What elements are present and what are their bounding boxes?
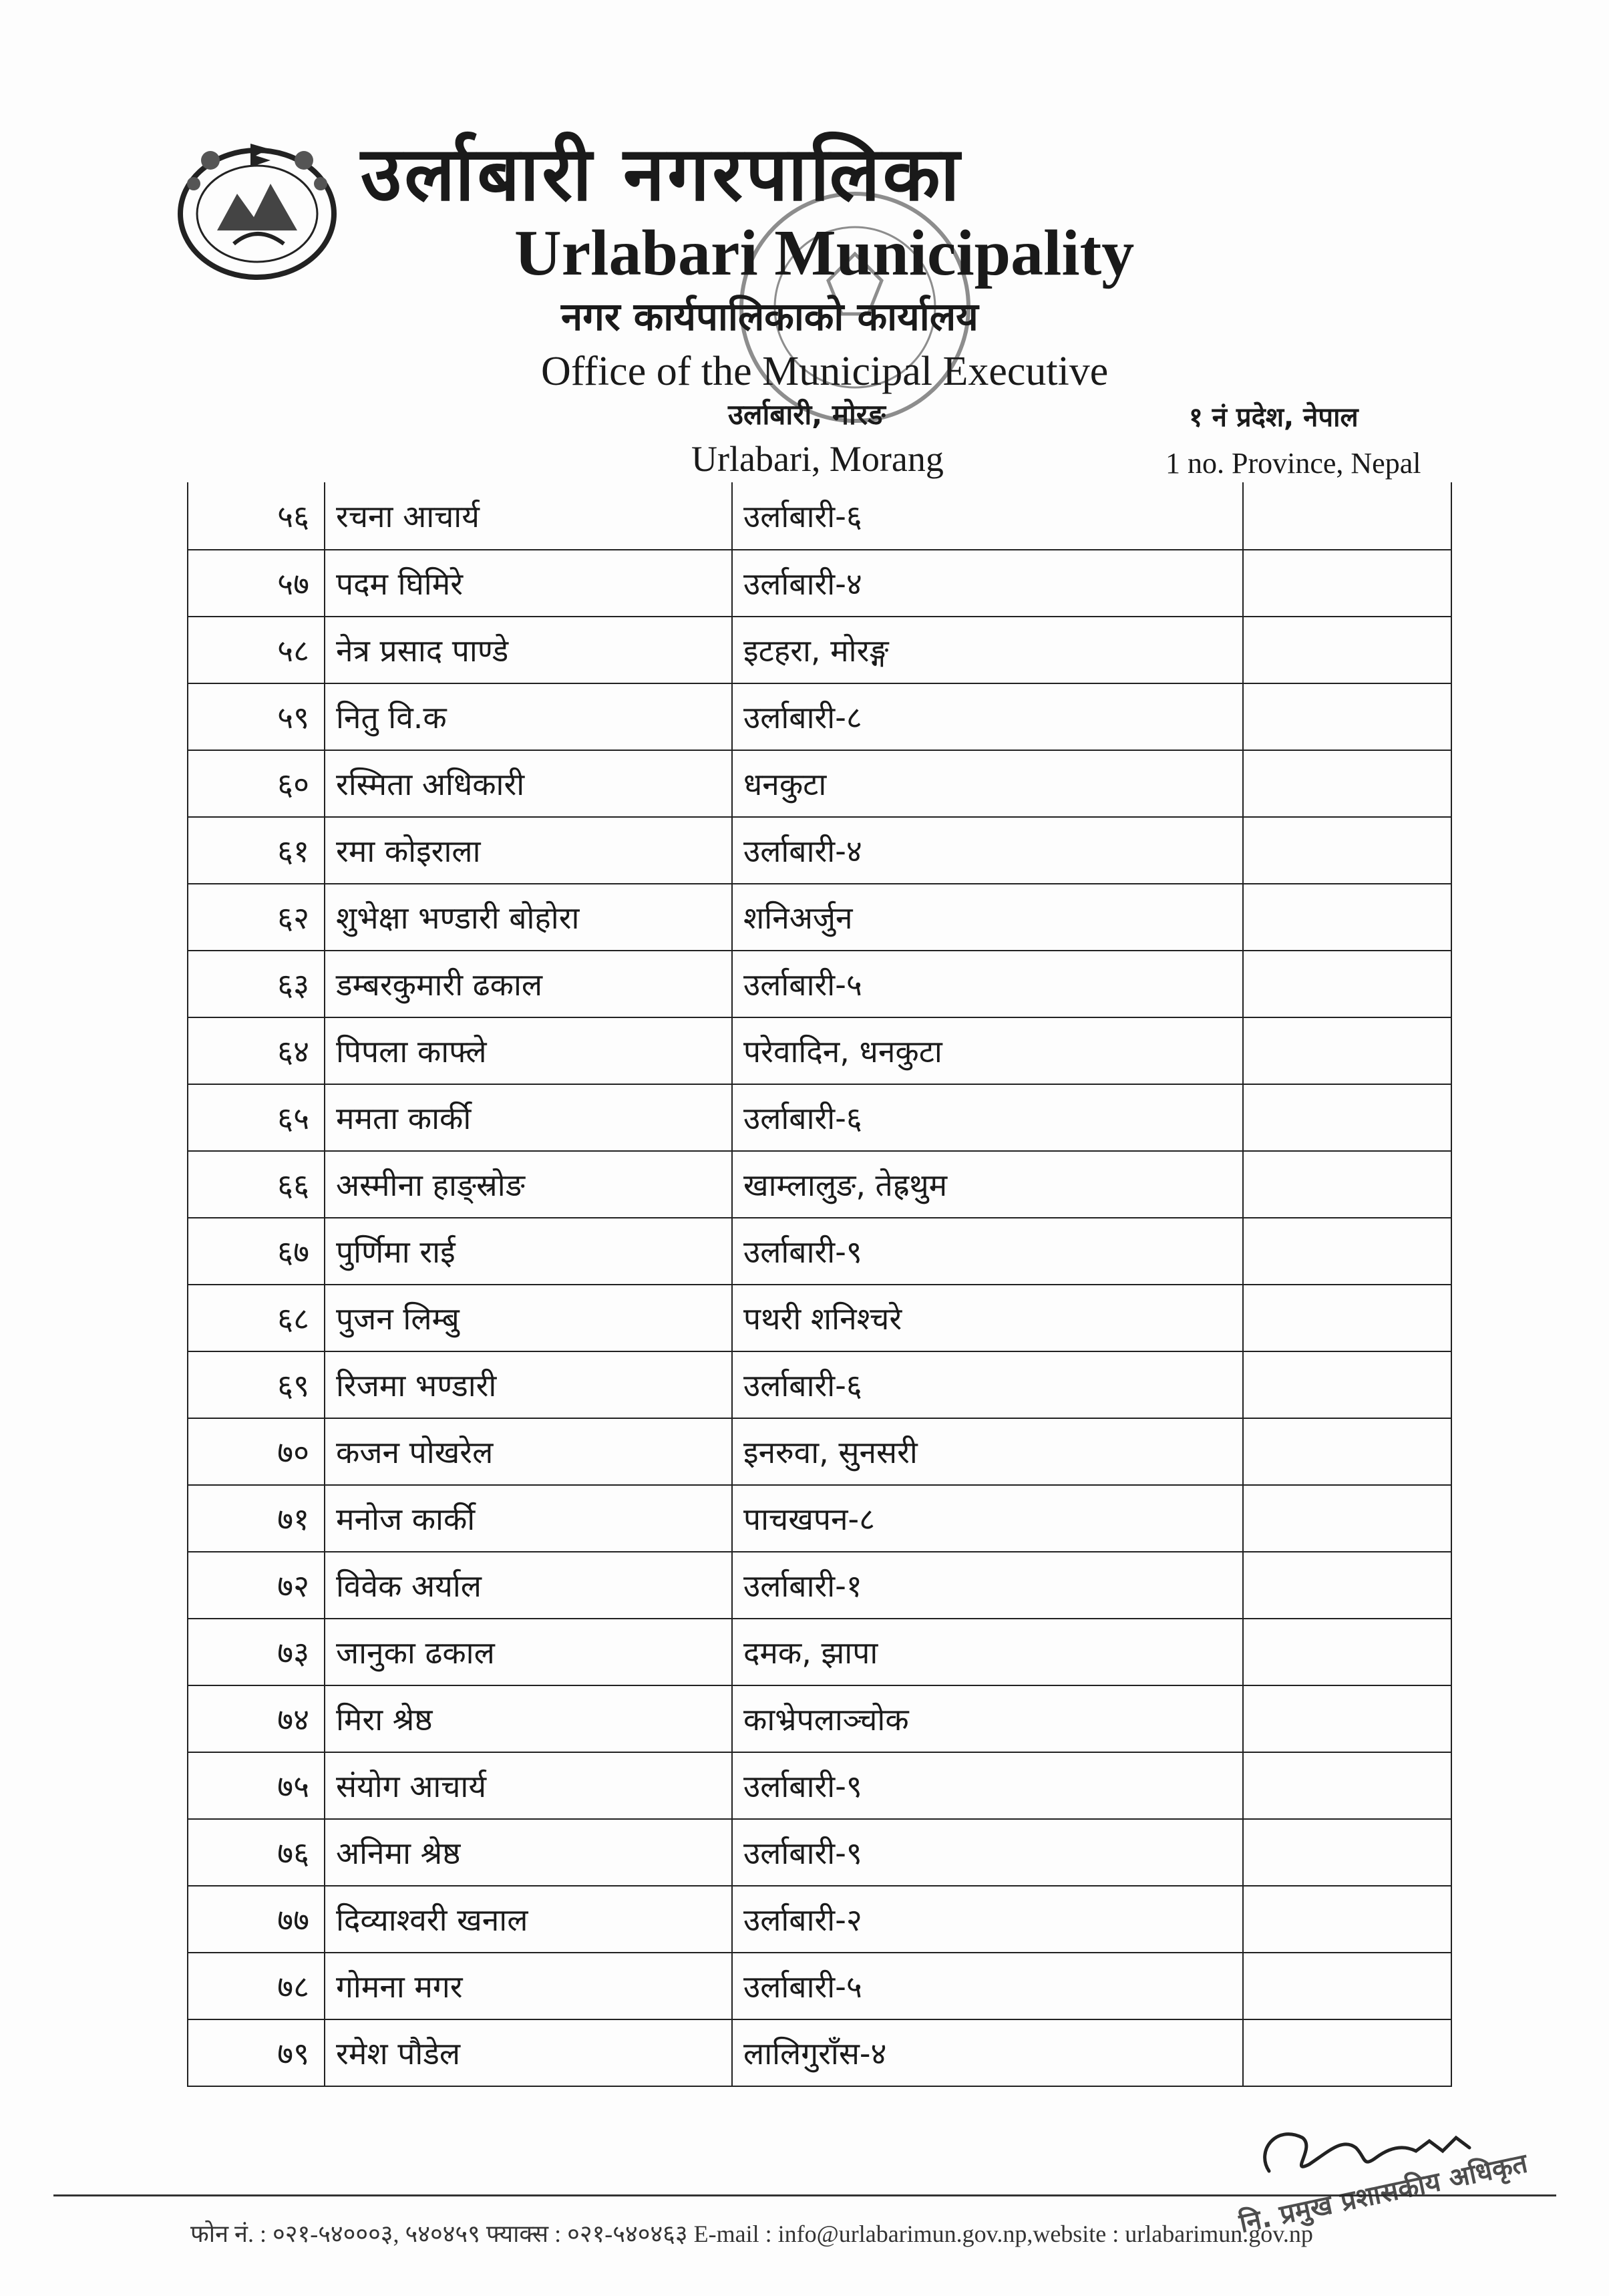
blank-cell bbox=[1243, 1752, 1451, 1819]
blank-cell bbox=[1243, 550, 1451, 617]
blank-cell bbox=[1243, 817, 1451, 884]
blank-cell bbox=[1243, 1685, 1451, 1752]
serial-number-cell: ५६ bbox=[188, 482, 325, 550]
address-cell: धनकुटा bbox=[732, 750, 1243, 817]
name-cell: ममता कार्की bbox=[325, 1084, 732, 1151]
name-cell: रस्मिता अधिकारी bbox=[325, 750, 732, 817]
serial-number-cell: ६५ bbox=[188, 1084, 325, 1151]
blank-cell bbox=[1243, 1017, 1451, 1084]
address-cell: उर्लाबारी-८ bbox=[732, 683, 1243, 750]
address-cell: लालिगुराँस-४ bbox=[732, 2019, 1243, 2086]
name-cell: पिपला काफ्ले bbox=[325, 1017, 732, 1084]
table-row bbox=[188, 1418, 1451, 1485]
table-row bbox=[188, 1685, 1451, 1752]
name-cell: पुर्णिमा राई bbox=[325, 1218, 732, 1285]
serial-number-cell: ७८ bbox=[188, 1953, 325, 2019]
roster-table-body bbox=[188, 482, 1451, 2086]
blank-cell bbox=[1243, 482, 1451, 550]
province-english: 1 no. Province, Nepal bbox=[1166, 447, 1421, 480]
name-cell: पुजन लिम्बु bbox=[325, 1285, 732, 1351]
address-cell: उर्लाबारी-१ bbox=[732, 1552, 1243, 1619]
address-cell: पथरी शनिश्चरे bbox=[732, 1285, 1243, 1351]
name-cell: डम्बरकुमारी ढकाल bbox=[325, 951, 732, 1017]
table-row bbox=[188, 1819, 1451, 1886]
name-cell: अनिमा श्रेष्ठ bbox=[325, 1819, 732, 1886]
blank-cell bbox=[1243, 1819, 1451, 1886]
address-cell: इटहरा, मोरङ्ग bbox=[732, 617, 1243, 683]
serial-number-cell: ७७ bbox=[188, 1886, 325, 1953]
table-row bbox=[188, 1351, 1451, 1418]
address-cell: उर्लाबारी-५ bbox=[732, 1953, 1243, 2019]
serial-number-cell: ६४ bbox=[188, 1017, 325, 1084]
serial-number-cell: ६३ bbox=[188, 951, 325, 1017]
address-cell: दमक, झापा bbox=[732, 1619, 1243, 1685]
blank-cell bbox=[1243, 1552, 1451, 1619]
officer-seal: नि. प्रमुख प्रशासकीय अधिकृत bbox=[1236, 2148, 1531, 2239]
name-cell: नितु वि.क bbox=[325, 683, 732, 750]
office-title-english: Office of the Municipal Executive bbox=[541, 349, 1109, 394]
serial-number-cell: ५८ bbox=[188, 617, 325, 683]
table-row bbox=[188, 1485, 1451, 1552]
address-cell: पाचखपन-८ bbox=[732, 1485, 1243, 1552]
serial-number-cell: ६९ bbox=[188, 1351, 325, 1418]
address-cell: उर्लाबारी-९ bbox=[732, 1819, 1243, 1886]
name-cell: जानुका ढकाल bbox=[325, 1619, 732, 1685]
table-row bbox=[188, 1285, 1451, 1351]
office-title-nepali: नगर कार्यपालिकाको कार्यालय bbox=[561, 294, 978, 339]
address-cell: उर्लाबारी-९ bbox=[732, 1218, 1243, 1285]
address-cell: इनरुवा, सुनसरी bbox=[732, 1418, 1243, 1485]
table-row bbox=[188, 2019, 1451, 2086]
name-cell: रिजमा भण्डारी bbox=[325, 1351, 732, 1418]
table-row bbox=[188, 1953, 1451, 2019]
province-nepali: १ नं प्रदेश, नेपाल bbox=[1189, 402, 1359, 433]
blank-cell bbox=[1243, 1953, 1451, 2019]
address-cell: खाम्लालुङ, तेह्रथुम bbox=[732, 1151, 1243, 1218]
table-row bbox=[188, 1752, 1451, 1819]
blank-cell bbox=[1243, 1351, 1451, 1418]
serial-number-cell: ६१ bbox=[188, 817, 325, 884]
address-english: Urlabari, Morang bbox=[691, 439, 944, 479]
address-cell: उर्लाबारी-५ bbox=[732, 951, 1243, 1017]
name-cell: दिव्याश्वरी खनाल bbox=[325, 1886, 732, 1953]
name-cell: कजन पोखरेल bbox=[325, 1418, 732, 1485]
blank-cell bbox=[1243, 1084, 1451, 1151]
serial-number-cell: ७४ bbox=[188, 1685, 325, 1752]
address-cell: उर्लाबारी-४ bbox=[732, 550, 1243, 617]
blank-cell bbox=[1243, 1886, 1451, 1953]
table-row bbox=[188, 550, 1451, 617]
serial-number-cell: ६० bbox=[188, 750, 325, 817]
blank-cell bbox=[1243, 2019, 1451, 2086]
blank-cell bbox=[1243, 951, 1451, 1017]
serial-number-cell: ६६ bbox=[188, 1151, 325, 1218]
table-row bbox=[188, 884, 1451, 951]
name-cell: अस्मीना हाङ्स्रोङ bbox=[325, 1151, 732, 1218]
name-cell: मनोज कार्की bbox=[325, 1485, 732, 1552]
table-row bbox=[188, 750, 1451, 817]
title-nepali: उर्लाबारी नगरपालिका bbox=[361, 131, 962, 218]
table-row bbox=[188, 1218, 1451, 1285]
table-row bbox=[188, 951, 1451, 1017]
blank-cell bbox=[1243, 1285, 1451, 1351]
serial-number-cell: ५७ bbox=[188, 550, 325, 617]
serial-number-cell: ६७ bbox=[188, 1218, 325, 1285]
serial-number-cell: ७० bbox=[188, 1418, 325, 1485]
blank-cell bbox=[1243, 1418, 1451, 1485]
name-cell: नेत्र प्रसाद पाण्डे bbox=[325, 617, 732, 683]
blank-cell bbox=[1243, 1218, 1451, 1285]
name-cell: संयोग आचार्य bbox=[325, 1752, 732, 1819]
table-row bbox=[188, 817, 1451, 884]
blank-cell bbox=[1243, 1619, 1451, 1685]
address-cell: उर्लाबारी-४ bbox=[732, 817, 1243, 884]
blank-cell bbox=[1243, 617, 1451, 683]
blank-cell bbox=[1243, 1485, 1451, 1552]
blank-cell bbox=[1243, 884, 1451, 951]
serial-number-cell: ७६ bbox=[188, 1819, 325, 1886]
name-cell: विवेक अर्याल bbox=[325, 1552, 732, 1619]
address-cell: शनिअर्जुन bbox=[732, 884, 1243, 951]
address-cell: उर्लाबारी-६ bbox=[732, 482, 1243, 550]
name-cell: रमेश पौडेल bbox=[325, 2019, 732, 2086]
table-row bbox=[188, 617, 1451, 683]
footer-contact: फोन नं. : ०२१-५४०००३, ५४०४५९ फ्याक्स : ०२१-५४०४६३ E-mail : info@urlabarimun.gov.np,website : urlabarimun.gov.np bbox=[190, 2221, 1313, 2247]
address-cell: उर्लाबारी-९ bbox=[732, 1752, 1243, 1819]
name-cell: रमा कोइराला bbox=[325, 817, 732, 884]
name-cell: गोमना मगर bbox=[325, 1953, 732, 2019]
serial-number-cell: ७१ bbox=[188, 1485, 325, 1552]
address-cell: उर्लाबारी-६ bbox=[732, 1351, 1243, 1418]
serial-number-cell: ६८ bbox=[188, 1285, 325, 1351]
table-row bbox=[188, 1619, 1451, 1685]
municipality-emblem bbox=[170, 130, 344, 284]
name-cell: रचना आचार्य bbox=[325, 482, 732, 550]
name-cell: मिरा श्रेष्ठ bbox=[325, 1685, 732, 1752]
table-row bbox=[188, 1552, 1451, 1619]
serial-number-cell: ७२ bbox=[188, 1552, 325, 1619]
table-row bbox=[188, 1084, 1451, 1151]
address-cell: काभ्रेपलाञ्चोक bbox=[732, 1685, 1243, 1752]
address-cell: उर्लाबारी-६ bbox=[732, 1084, 1243, 1151]
address-cell: परेवादिन, धनकुटा bbox=[732, 1017, 1243, 1084]
table-row bbox=[188, 1151, 1451, 1218]
address-nepali: उर्लाबारी, मोरङ bbox=[728, 398, 886, 431]
serial-number-cell: ७३ bbox=[188, 1619, 325, 1685]
name-cell: शुभेक्षा भण्डारी बोहोरा bbox=[325, 884, 732, 951]
blank-cell bbox=[1243, 750, 1451, 817]
table-row bbox=[188, 683, 1451, 750]
roster-table bbox=[187, 482, 1449, 2087]
address-cell: उर्लाबारी-२ bbox=[732, 1886, 1243, 1953]
blank-cell bbox=[1243, 1151, 1451, 1218]
serial-number-cell: ५९ bbox=[188, 683, 325, 750]
name-cell: पदम घिमिरे bbox=[325, 550, 732, 617]
title-english: Urlabari Municipality bbox=[514, 217, 1135, 289]
serial-number-cell: ६२ bbox=[188, 884, 325, 951]
serial-number-cell: ७५ bbox=[188, 1752, 325, 1819]
table-row bbox=[188, 1017, 1451, 1084]
blank-cell bbox=[1243, 683, 1451, 750]
serial-number-cell: ७९ bbox=[188, 2019, 325, 2086]
table-row bbox=[188, 1886, 1451, 1953]
table-row bbox=[188, 482, 1451, 550]
